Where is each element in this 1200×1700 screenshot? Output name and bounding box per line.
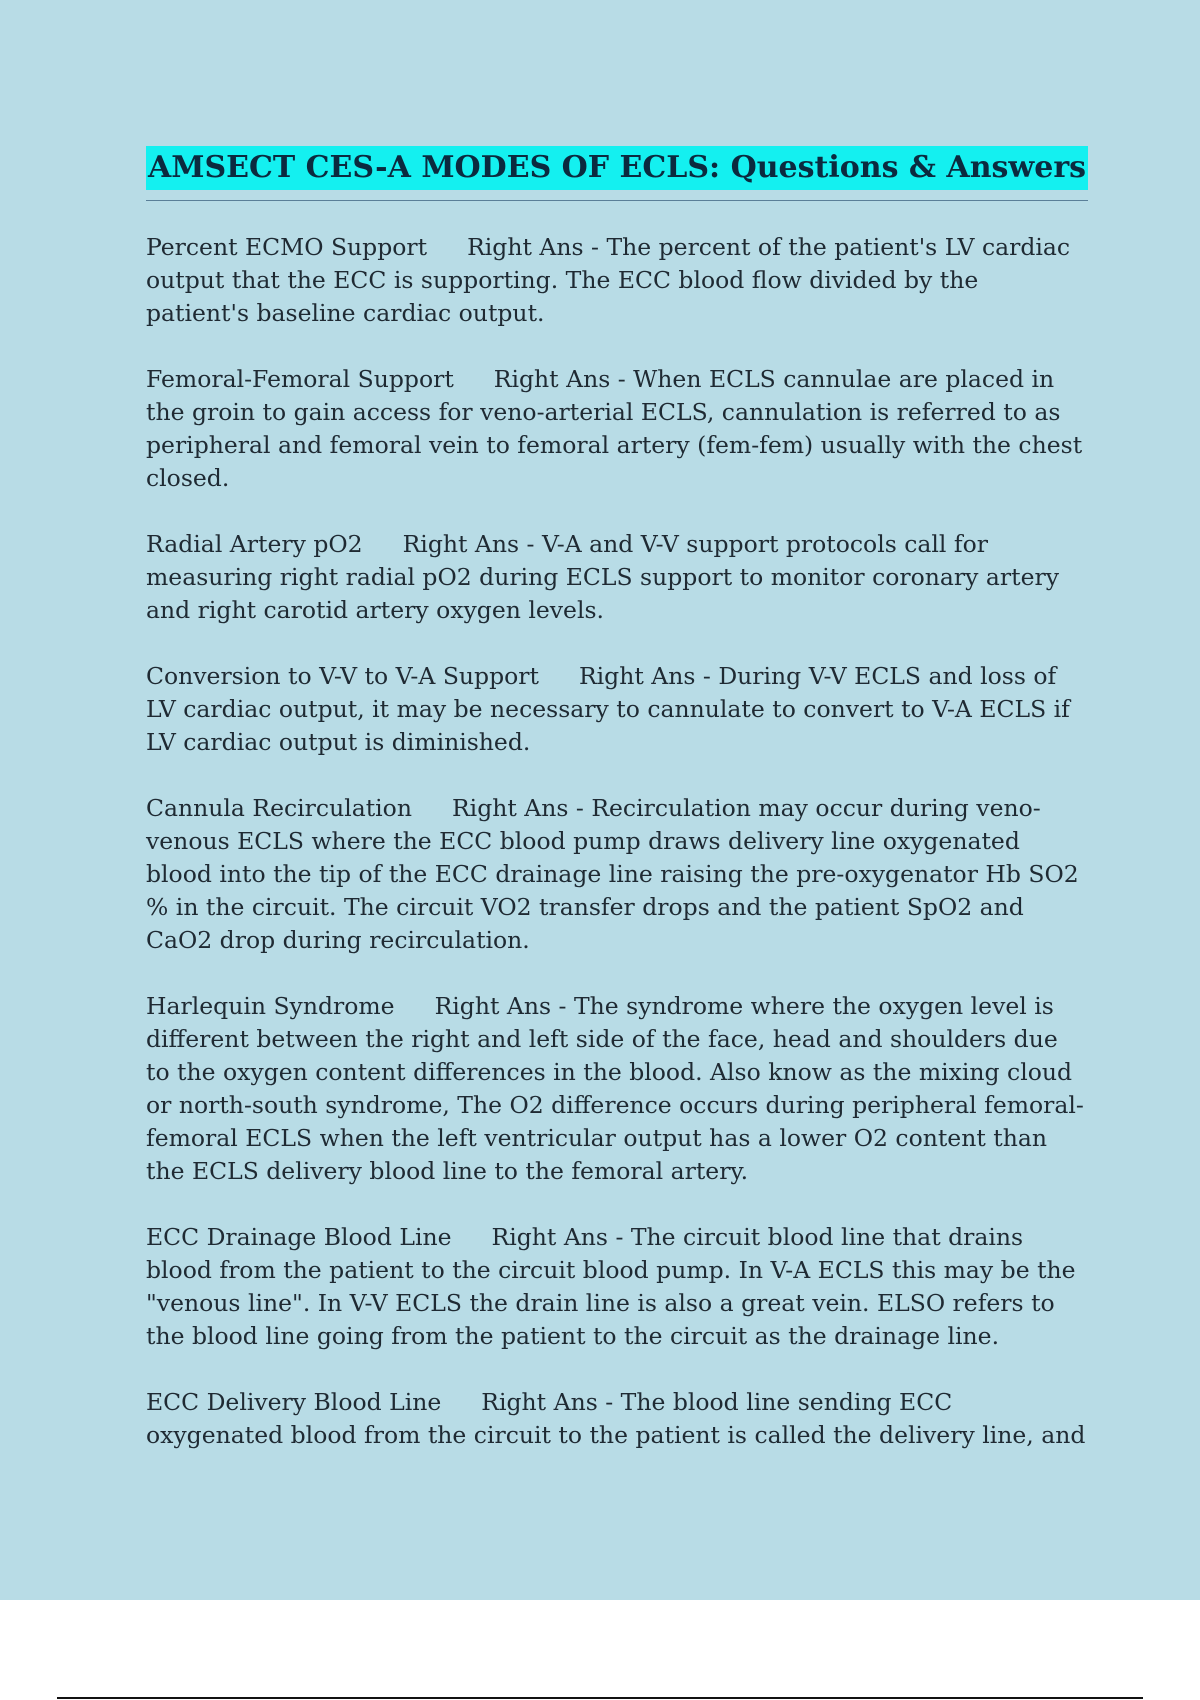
qa-answer: Right Ans - When ECLS cannulae are placed in the groin to gain access for veno-arterial ECLS, cannulation is referred to as peripheral and femoral vein to femoral artery (fem-fem) usually with the chest closed.: [146, 365, 1083, 492]
qa-term: Percent ECMO Support: [146, 233, 428, 261]
qa-entry: [146, 528, 1088, 627]
qa-answer: Right Ans - V-A and V-V support protocols call for measuring right radial pO2 during ECLS support to monitor coronary artery and right carotid artery oxygen levels.: [146, 530, 1059, 624]
document-content: [146, 146, 1088, 1485]
qa-answer: Right Ans - The percent of the patient's LV cardiac output that the ECC is supporting. The ECC blood flow divided by the patient's baseline cardiac output.: [146, 233, 1071, 327]
qa-entry: [146, 231, 1088, 330]
qa-term: Cannula Recirculation: [146, 794, 412, 822]
qa-answer: Right Ans - The circuit blood line that drains blood from the patient to the circuit blood pump. In V-A ECLS this may be the "venous line". In V-V ECLS the drain line is also a great vein. ELSO refers to the blood line going from the patient to the circuit as the drainage line.: [146, 1223, 1076, 1350]
qa-entry: [146, 792, 1088, 957]
qa-entry: [146, 1386, 1088, 1452]
document-title: AMSECT CES-A MODES OF ECLS: Questions & Answers: [146, 146, 1088, 190]
qa-term: Femoral-Femoral Support: [146, 365, 454, 393]
footer-divider: [57, 1697, 1143, 1699]
qa-answer: Right Ans - The syndrome where the oxygen level is different between the right and left side of the face, head and shoulders due to the oxygen content differences in the blood. Also know as the mixing cloud or north-south syndrome, The O2 difference occurs during peripheral femoral-femoral ECLS when the left ventricular output has a lower O2 content than the ECLS delivery blood line to the femoral artery.: [146, 992, 1084, 1185]
qa-entry: [146, 1221, 1088, 1353]
qa-answer: Right Ans - During V-V ECLS and loss of LV cardiac output, it may be necessary to cannulate to convert to V-A ECLS if LV cardiac output is diminished.: [146, 662, 1070, 756]
qa-term: Radial Artery pO2: [146, 530, 363, 558]
qa-term: ECC Delivery Blood Line: [146, 1388, 442, 1416]
qa-entry: [146, 990, 1088, 1188]
qa-term: Harlequin Syndrome: [146, 992, 395, 1020]
qa-answer: Right Ans - Recirculation may occur during veno-venous ECLS where the ECC blood pump draws delivery line oxygenated blood into the tip of the ECC drainage line raising the pre-oxygenator Hb SO2 % in the circuit. The circuit VO2 transfer drops and the patient SpO2 and CaO2 drop during recirculation.: [146, 794, 1079, 954]
qa-term: ECC Drainage Blood Line: [146, 1223, 452, 1251]
qa-entry: [146, 363, 1088, 495]
qa-term: Conversion to V-V to V-A Support: [146, 662, 539, 690]
qa-entry: [146, 660, 1088, 759]
qa-answer: Right Ans - The blood line sending ECC oxygenated blood from the circuit to the patient is called the delivery line, and: [146, 1388, 1086, 1449]
title-block: [146, 146, 1088, 201]
